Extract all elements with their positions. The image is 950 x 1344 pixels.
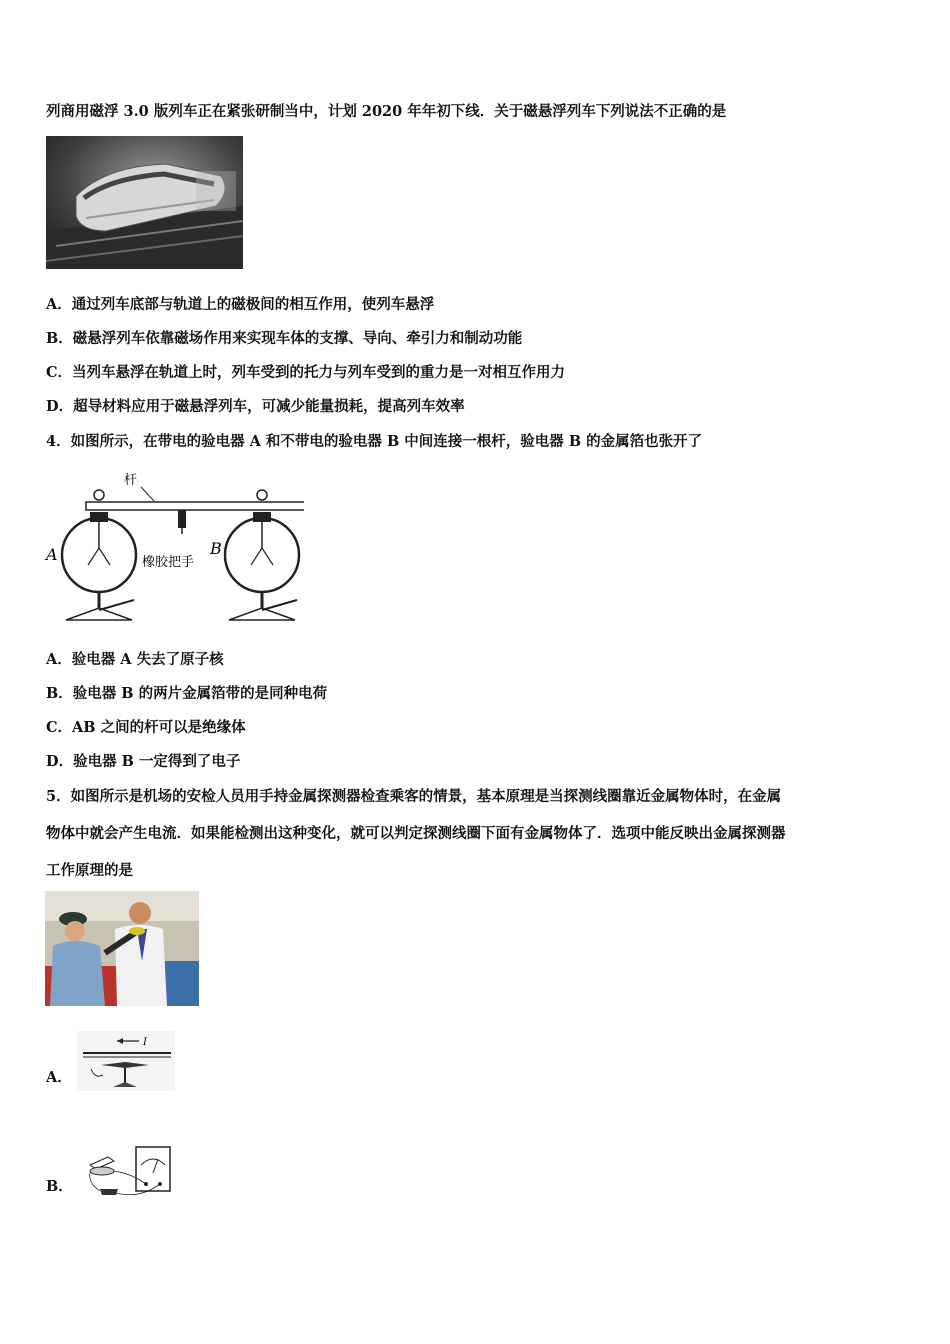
electroscope-figure — [44, 470, 304, 628]
q5-option-a-label: A． — [46, 1069, 72, 1086]
q3-option-c: C．当列车悬浮在轨道上时，列车受到的托力与列车受到的重力是一对相互作用力 — [46, 364, 566, 381]
q3-option-a: A．通过列车底部与轨道上的磁极间的相互作用，使列车悬浮 — [46, 296, 435, 313]
q3-stem: 列商用磁浮 3.0 版列车正在紧张研制当中，计划 2020 年年初下线．关于磁悬浮列车下列说法不正确的是 — [46, 103, 727, 120]
label-a: A — [46, 545, 58, 564]
q4-option-c: C．AB 之间的杆可以是绝缘体 — [46, 719, 246, 736]
current-label: I — [143, 1037, 147, 1048]
maglev-train-photo — [46, 136, 243, 269]
q5-stem-line-1: 5．如图所示是机场的安检人员用手持金属探测器检查乘客的情景，基本原理是当探测线圈靠近金属物体时，在金属 — [46, 788, 782, 805]
oersted-experiment-figure — [77, 1031, 175, 1091]
q4-stem: 4．如图所示，在带电的验电器 A 和不带电的验电器 B 中间连接一根杆，验电器 B 的金属箔也张开了 — [46, 433, 703, 450]
q4-option-a: A．验电器 A 失去了原子核 — [46, 651, 224, 668]
rod-label: 杆 — [124, 473, 138, 488]
q4-option-d: D．验电器 B 一定得到了电子 — [46, 753, 241, 770]
q5-option-b-label: B． — [46, 1178, 73, 1195]
q5-stem-line-3: 工作原理的是 — [46, 862, 133, 879]
security-check-photo — [45, 891, 199, 1006]
q5-stem-line-2: 物体中就会产生电流．如果能检测出这种变化，就可以判定探测线圈下面有金属物体了．选项中能反映出金属探测器 — [46, 825, 786, 842]
q4-option-b: B．验电器 B 的两片金属箔带的是同种电荷 — [46, 685, 328, 702]
induction-experiment-figure — [80, 1143, 174, 1201]
q3-option-b: B．磁悬浮列车依靠磁场作用来实现车体的支撑、导向、牵引力和制动功能 — [46, 330, 523, 347]
label-b: B — [210, 539, 222, 558]
q3-option-d: D．超导材料应用于磁悬浮列车，可减少能量损耗，提高列车效率 — [46, 398, 465, 415]
handle-label: 橡胶把手 — [142, 555, 195, 570]
